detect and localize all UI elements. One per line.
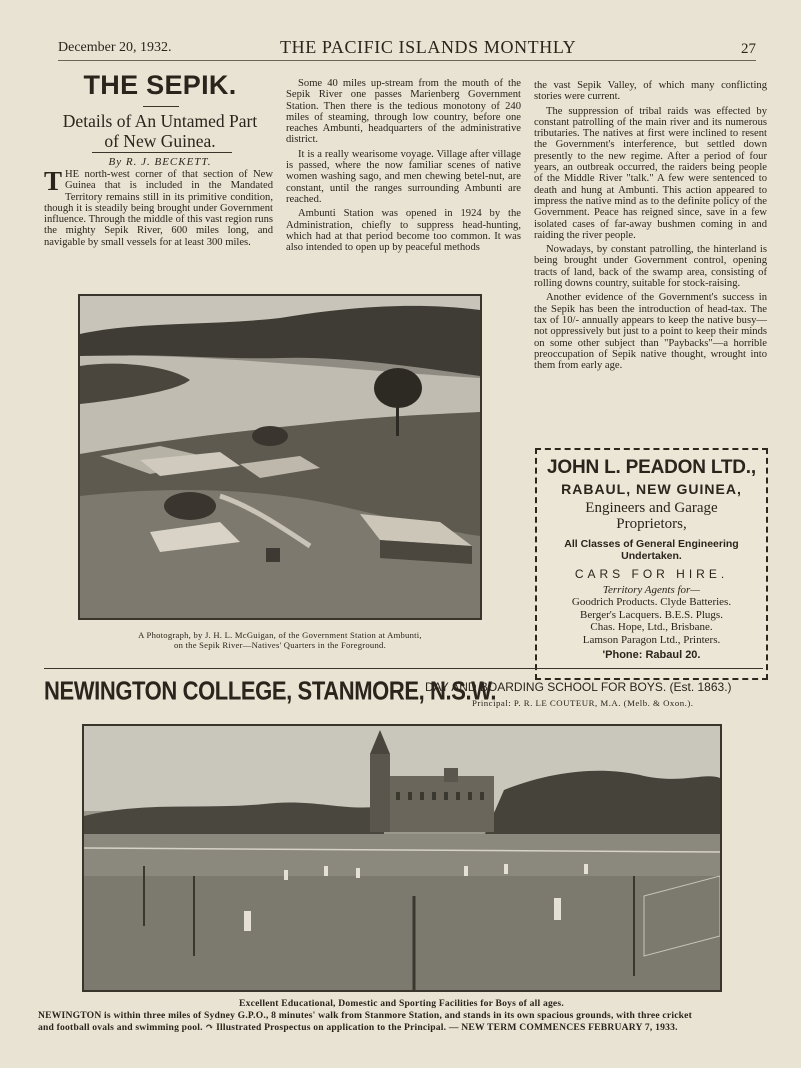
ad-agents-list <box>537 596 766 646</box>
ad-services <box>537 538 766 562</box>
paragraph-text: HE north-west corner of that section of New Guinea that is included in the Mandated Territory remains still in its primitive condition, though it is steadily being brought under Government influence. Through the middle of this vast region runs the mighty Sepik River, 600 miles long, and navigable by small vessels for at least 300 miles. <box>44 169 273 248</box>
college-photo <box>82 724 722 992</box>
ad-agent-item: Goodrich Products. Clyde Batteries. <box>571 596 732 608</box>
issue-date: December 20, 1932. <box>58 40 172 55</box>
ad-company-name: JOHN L. PEADON LTD., <box>547 457 756 478</box>
section-divider <box>44 668 763 669</box>
caption-line: A Photograph, by J. H. L. McGuigan, of the Government Station at Ambunti, <box>138 630 422 640</box>
article-column-1 <box>44 166 273 251</box>
ad-agents-heading: Territory Agents for— <box>602 584 701 596</box>
paragraph: Some 40 miles up-stream from the mouth of the Sepik River one passes Marienberg Government Station. Then there is the tedious monotony of 240 miles of steaming, through low country, before one reaches Ambunti, headquarters of the administrative district. <box>286 78 521 146</box>
ad-phone: 'Phone: Rabaul 20. <box>602 649 701 661</box>
article-subtitle <box>44 111 276 151</box>
subtitle-line: Details of An Untamed Part <box>62 111 258 131</box>
page-header <box>58 37 756 61</box>
footer-line: and football ovals and swimming pool. ↷ Illustrated Prospectus on application to the Principal. — NEW TERM COMMENCES FEBRUARY 7, 1933. <box>38 1022 678 1033</box>
article-column-2 <box>286 78 521 256</box>
footer-line: Excellent Educational, Domestic and Sporting Facilities for Boys of all ages. <box>239 998 564 1009</box>
paragraph <box>44 166 273 248</box>
principal-line: Principal: P. R. LE COUTEUR, M.A. (Melb. & Oxon.). <box>472 698 694 708</box>
paragraph: It is a really wearisome voyage. Village after village is passed, where the now familiar scenes of native women washing sago, and men chewing betel-nut, are constant, until the ranges surrounding Ambunti are reached. <box>286 148 521 205</box>
paragraph: Ambunti Station was opened in 1924 by the Administration, chiefly to suppress head-hunting, which had at that period become too common. It was also intended to open up by peaceful methods <box>286 208 521 254</box>
paragraph: Nowadays, by constant patrolling, the hinterland is being brought under Government control, opening tracts of land, back of the swamp area, consisting of rolling downs country, suitable for stock-raising. <box>534 244 767 290</box>
ambunti-photo <box>78 294 482 620</box>
peadon-advertisement <box>535 448 768 680</box>
ad-cars-for-hire: CARS FOR HIRE. <box>574 567 729 581</box>
paragraph: Another evidence of the Government's success in the Sepik has been the introduction of head-tax. The tax of 10/- annually appears to keep the native busy—not oppressively but just to a point to keep their minds on some other subject than "Paybacks"—a horrible preoccupation of Sepik native thought, wrought into them from early age. <box>534 292 767 372</box>
byline: By R. J. BECKETT. <box>108 156 212 168</box>
drop-cap: T <box>44 166 63 196</box>
ad-agent-item: Lamson Paragon Ltd., Printers. <box>582 633 721 646</box>
article-title: THE SEPIK. <box>83 70 237 100</box>
college-footer <box>38 998 765 1034</box>
page-number: 27 <box>741 41 756 57</box>
title-rule <box>143 106 179 107</box>
masthead: THE PACIFIC ISLANDS MONTHLY <box>280 37 577 57</box>
ad-agent-item: Chas. Hope, Ltd., Brisbane. <box>590 621 713 633</box>
subtitle-rule <box>92 152 232 153</box>
ad-trade <box>537 500 766 532</box>
paragraph: the vast Sepik Valley, of which many conflicting stories were current. <box>534 80 767 103</box>
school-type: DAY AND BOARDING SCHOOL FOR BOYS. (Est. 1863.) <box>425 680 732 694</box>
footer-line: NEWINGTON is within three miles of Sydney G.P.O., 8 minutes' walk from Stanmore Station, and stands in its own spacious grounds, with three cricket <box>38 1010 693 1021</box>
ad-services-line: All Classes of General Engineering <box>564 538 739 550</box>
ad-trade-line: Engineers and Garage <box>585 500 718 516</box>
article-column-3 <box>534 80 767 374</box>
paragraph: The suppression of tribal raids was effected by constant patrolling of the main river and its numerous tributaries. The natives at first were inclined to resent the Government's interference, but settled down presently to the new regime. After a period of four years, an outbreak occurred, the raiders being people of the Middle River "talk." A few were sentenced to death and hung at Ambunti. This action appeared to impress the native mind as to the definite policy of the Government. Peace has reigned since, save in a few isolated cases of far-away bushmen coming in and raiding the river people. <box>534 105 767 241</box>
ad-agent-item: Berger's Lacquers. B.E.S. Plugs. <box>580 608 723 621</box>
photo-caption <box>78 630 482 650</box>
ad-trade-line: Proprietors, <box>616 516 687 532</box>
ad-services-line: Undertaken. <box>621 550 682 562</box>
college-name: NEWINGTON COLLEGE, STANMORE, N.S.W. <box>44 676 497 706</box>
caption-line: on the Sepik River—Natives' Quarters in the Foreground. <box>174 640 386 650</box>
subtitle-line: of New Guinea. <box>104 131 216 151</box>
ad-location: RABAUL, NEW GUINEA, <box>561 481 742 497</box>
